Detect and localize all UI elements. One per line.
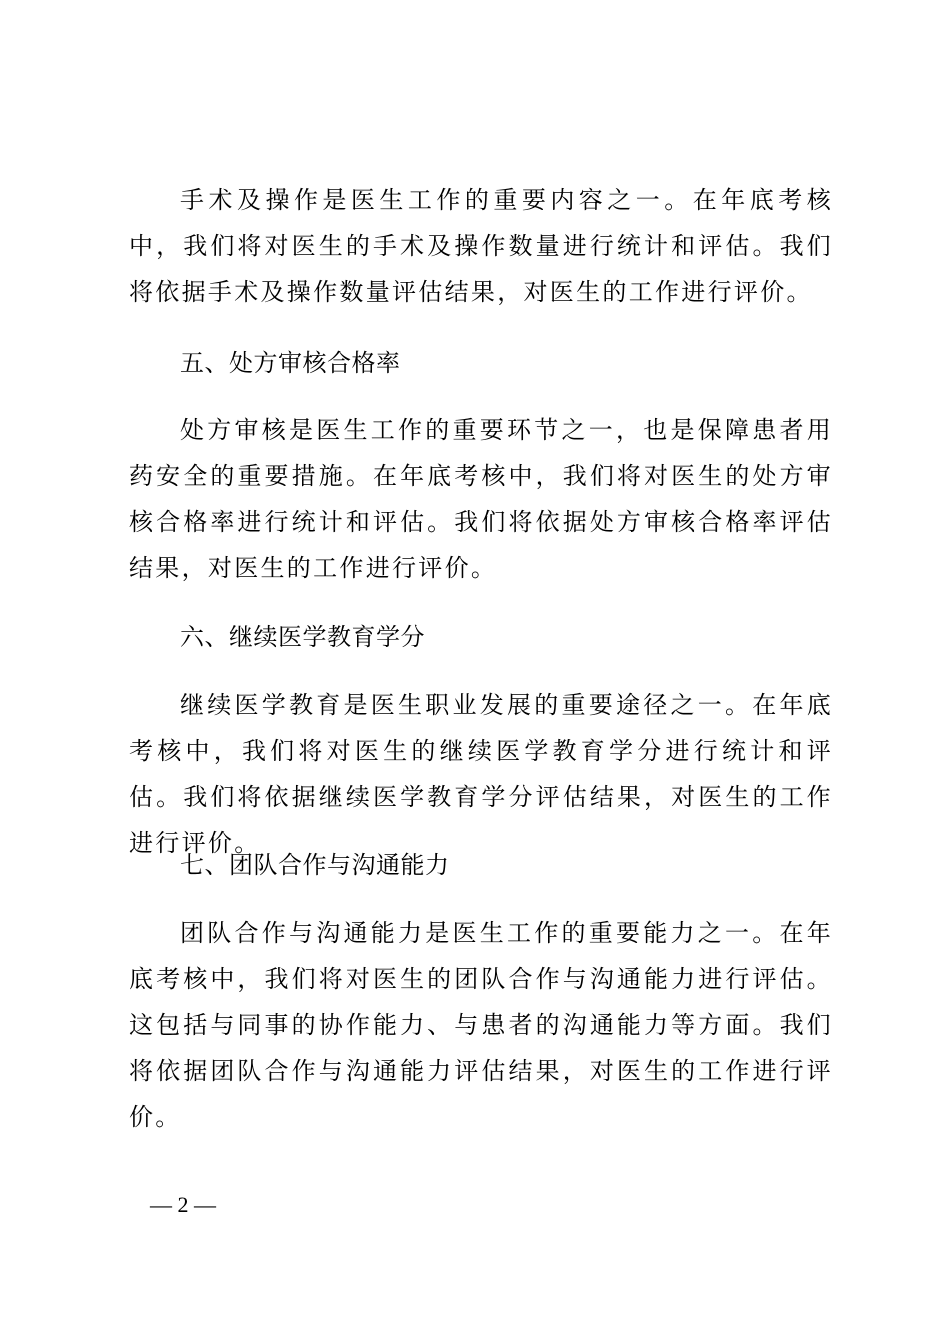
- section-7-body: 团队合作与沟通能力是医生工作的重要能力之一。在年底考核中，我们将对医生的团队合作与沟通能力进行评估。这包括与同事的协作能力、与患者的沟通能力等方面。我们将依据团队合作与沟通能力评估结果，对医生的工作进行评价。: [129, 919, 833, 1131]
- page-number: — 2 —: [150, 1192, 216, 1217]
- section-6-heading: 六、继续医学教育学分: [180, 623, 425, 651]
- paragraph-surgery-operations: 手术及操作是医生工作的重要内容之一。在年底考核中，我们将对医生的手术及操作数量进行统计和评估。我们将依据手术及操作数量评估结果，对医生的工作进行评价。: [129, 186, 833, 306]
- section-6-body: 继续医学教育是医生职业发展的重要途径之一。在年底考核中，我们将对医生的继续医学教育学分进行统计和评估。我们将依据继续医学教育学分评估结果，对医生的工作进行评价。: [129, 691, 833, 857]
- section-5-body: 处方审核是医生工作的重要环节之一，也是保障患者用药安全的重要措施。在年底考核中，我们将对医生的处方审核合格率进行统计和评估。我们将依据处方审核合格率评估结果，对医生的工作进行评价。: [129, 416, 833, 582]
- section-5-heading: 五、处方审核合格率: [180, 349, 401, 377]
- section-7-heading: 七、团队合作与沟通能力: [180, 851, 450, 879]
